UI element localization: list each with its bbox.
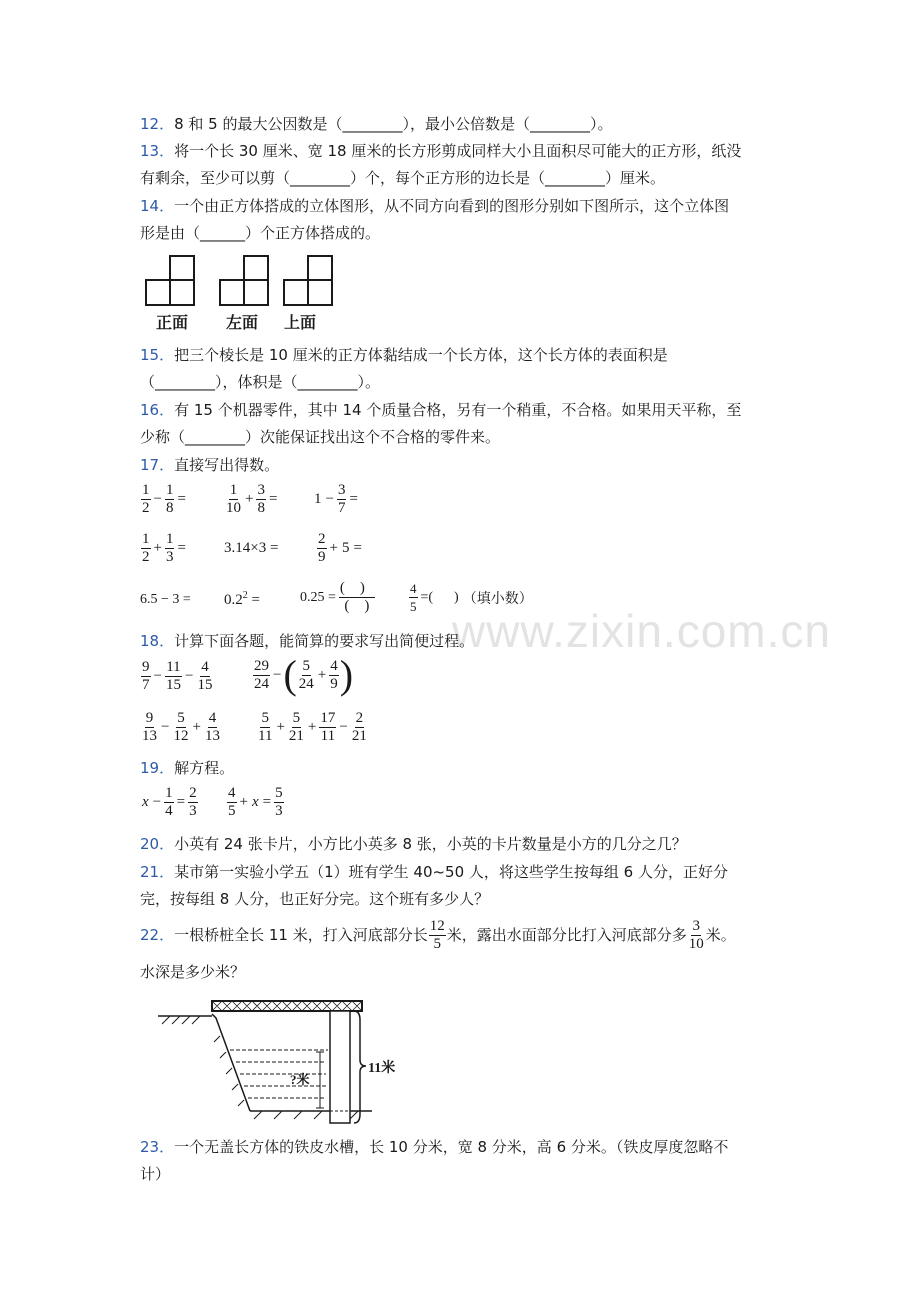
- question-number: 15．: [140, 346, 175, 364]
- question-18: [140, 631, 474, 651]
- expr-17-2b: 3.14×3 =: [224, 540, 279, 556]
- view-label-front: 正面: [156, 313, 189, 332]
- view-label-top: 上面: [284, 313, 317, 332]
- expr-17-3b: $0.2^2$ =: [224, 590, 260, 608]
- question-16: [140, 400, 741, 420]
- question-text: 把三个棱长是 10 厘米的正方体黏结成一个长方体，这个长方体的表面积是: [174, 346, 668, 364]
- question-text: 一个无盖长方体的铁皮水槽，长 10 分米，宽 8 分米，高 6 分米。（铁皮厚度忽略不: [174, 1138, 729, 1156]
- expr-17-3c: 0.25 = $\frac{( )}{( )}$: [298, 580, 376, 615]
- question-13-line2: 有剩余，至少可以剪（________）个，每个正方形的边长是（________）厘米。: [140, 169, 666, 187]
- question-number: 17．: [140, 456, 175, 474]
- question-text: 计算下面各题，能简算的要求写出简便过程。: [174, 632, 475, 650]
- question-number: 18．: [140, 632, 175, 650]
- question-17: [140, 455, 279, 475]
- question-22-line2: 水深是多少米？: [140, 963, 246, 981]
- question-23: [140, 1137, 728, 1157]
- question-22: 22．一根桥桩全长 11 米，打入河底部分长 $\frac{12}{5}$ 米，露出水面部分比打入河底部分多 $\frac{3}{10}$ 米。: [140, 918, 736, 952]
- question-21-line2: 完，按每组 8 人分，也正好分完。这个班有多少人？: [140, 890, 490, 908]
- expr-18-2b: $\frac{5}{11}$ + $\frac{5}{21}$ + $\frac{17}{11}$ − $\frac{2}{21}$: [258, 710, 367, 744]
- equation-19-1: x − $\frac{1}{4}$ = $\frac{2}{3}$: [142, 785, 197, 819]
- question-text: 解方程。: [174, 759, 235, 777]
- question-number: 13．: [140, 142, 175, 160]
- question-text: 一个由正方体搭成的立体图形，从不同方向看到的图形分别如下图所示，这个立体图: [174, 197, 730, 215]
- top-view-square: [308, 280, 332, 305]
- question-text: 8 和 5 的最大公因数是（________），最小公倍数是（________）。: [174, 115, 613, 133]
- question-text: 将一个长 30 厘米、宽 18 厘米的长方形剪成同样大小且面积尽可能大的正方形，纸没: [174, 142, 742, 160]
- question-text: 小英有 24 张卡片，小方比小英多 8 张，小英的卡片数量是小方的几分之几？: [174, 835, 687, 853]
- question-text: 某市第一实验小学五（1）班有学生 40~50 人，将这些学生按每组 6 人分，正好分: [174, 863, 728, 881]
- front-view-square: [170, 256, 194, 280]
- bridge-pile: [330, 1011, 350, 1123]
- question-text: 一根桥桩全长 11 米，打入河底部分长: [174, 926, 428, 944]
- equation-19-2: $\frac{4}{5}$ + x = $\frac{5}{3}$: [228, 785, 283, 819]
- left-view-square: [220, 280, 244, 305]
- question-number: 19．: [140, 759, 175, 777]
- question-number: 16．: [140, 401, 175, 419]
- expr-17-1b: $\frac{1}{10}$ + $\frac{3}{8}$ =: [226, 482, 278, 516]
- front-view-square: [146, 280, 170, 305]
- question-14: [140, 196, 729, 216]
- question-19: [140, 758, 234, 778]
- question-number: 21．: [140, 863, 175, 881]
- expr-18-1b: $\frac{29}{24}$ −( $\frac{5}{24}$ + $\frac{4}{9}$ ): [254, 652, 354, 697]
- top-view-square: [284, 280, 308, 305]
- expr-18-2a: $\frac{9}{13}$ − $\frac{5}{12}$ + $\frac{4}{13}$: [142, 710, 220, 744]
- watermark: www.zixin.com.cn: [452, 605, 831, 657]
- expr-17-2a: $\frac{1}{2}$ + $\frac{1}{3}$ =: [142, 531, 186, 565]
- question-text: 有 15 个机器零件，其中 14 个质量合格，另有一个稍重，不合格。如果用天平称，至: [174, 401, 742, 419]
- question-20: [140, 834, 687, 854]
- expr-17-2c: $\frac{2}{9}$ + 5 =: [318, 531, 362, 565]
- question-15-line2: （________），体积是（________）。: [140, 373, 381, 391]
- expr-17-1a: $\frac{1}{2}$ − $\frac{1}{8}$ =: [142, 482, 186, 516]
- question-12: [140, 114, 613, 134]
- question-21: [140, 862, 728, 882]
- cube-views-figure: [140, 252, 340, 308]
- view-label-left: 左面: [226, 313, 259, 332]
- question-number: 12．: [140, 115, 175, 133]
- question-number: 23．: [140, 1138, 175, 1156]
- expr-17-3a: 6.5 − 3 =: [140, 592, 191, 607]
- pile-length-label: 11米: [368, 1061, 396, 1076]
- left-view-square: [244, 280, 268, 305]
- question-number: 22．: [140, 926, 175, 944]
- question-16-line2: 少称（________）次能保证找出这个不合格的零件来。: [140, 428, 501, 446]
- question-23-line2: 计）: [140, 1165, 171, 1183]
- expr-18-1a: $\frac{9}{7}$ − $\frac{11}{15}$ − $\frac{4}{15}$: [142, 659, 213, 693]
- depth-label: ?米: [290, 1072, 310, 1087]
- question-number: 14．: [140, 197, 175, 215]
- left-view-square: [244, 256, 268, 280]
- bridge-pile-diagram: [150, 996, 400, 1126]
- question-text: 直接写出得数。: [174, 456, 280, 474]
- top-view-square: [308, 256, 332, 280]
- question-13: [140, 141, 741, 161]
- front-view-square: [170, 280, 194, 305]
- expr-17-3d: $\frac{4}{5}$ =( ) （填小数）: [410, 581, 533, 614]
- expr-17-1c: 1 − $\frac{3}{7}$ =: [314, 482, 358, 516]
- question-15: [140, 345, 668, 365]
- question-number: 20．: [140, 835, 175, 853]
- question-14-line2: 形是由（______）个正方体搭成的。: [140, 224, 381, 242]
